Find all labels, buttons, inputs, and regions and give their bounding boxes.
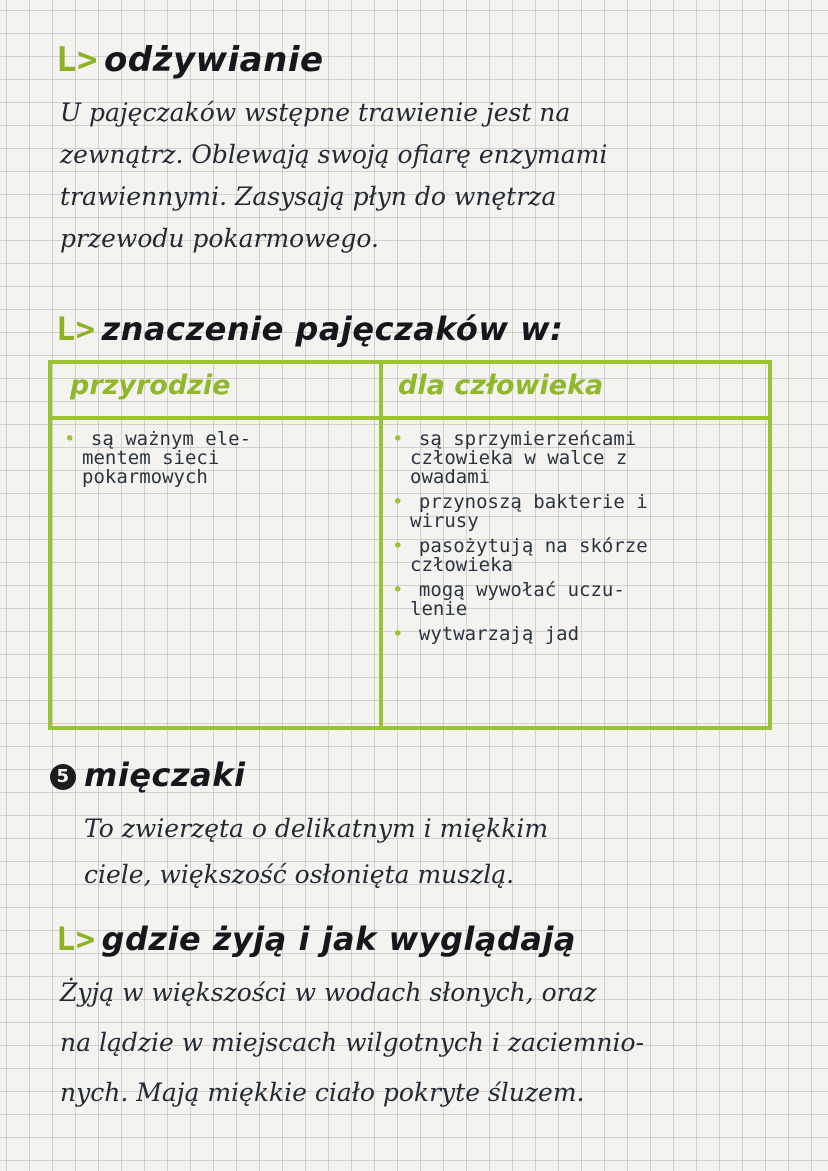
table-cell-nature [64,430,369,487]
paragraph-line: trawiennymi. Zasysają płyn do wnętrza [60,182,557,211]
list-item-line: owadami [410,466,491,488]
list-item [392,625,762,644]
list-item-line: człowieka w walce z [410,447,628,469]
arrow-marker-icon: L> [56,920,96,958]
paragraph-line: Żyją w większości w wodach słonych, oraz [60,978,597,1007]
list-item-line: • są ważnym ele- [64,428,252,450]
list-item [392,430,762,487]
list-item-line: pokarmowych [82,466,208,488]
paragraph-line: nych. Mają miękkie ciało pokryte śluzem. [60,1078,585,1107]
paragraph-line: przewodu pokarmowego. [60,224,379,253]
list-item [392,493,762,531]
paragraph-line: zewnątrz. Oblewają swoją ofiarę enzymami [60,140,608,169]
bullet-icon: • [392,535,404,557]
paragraph-line: To zwierzęta o delikatnym i miękkim [84,814,549,843]
paragraph-line: na lądzie w miejscach wilgotnych i zaciemnio- [60,1028,645,1057]
section-heading-molluscs [50,756,245,794]
section-heading-molluscs-text: mięczaki [84,756,246,794]
section-number-badge: 5 [50,764,76,790]
list-item-line: • są sprzymierzeńcami [392,428,637,450]
importance-table [48,360,772,730]
section-heading-habitat [56,920,576,958]
bullet-icon: • [392,579,404,601]
bullet-icon: • [64,428,76,450]
list-item-line: • mogą wywołać uczu- [392,579,625,601]
arrow-marker-icon: L> [56,310,96,348]
table-cell-humans [392,430,762,644]
paragraph-line: U pajęczaków wstępne trawienie jest na [60,98,571,127]
arrow-marker-icon: L> [56,40,98,80]
feeding-paragraph [60,92,607,260]
table-header-humans: dla człowieka [398,370,604,401]
list-item-line: wirusy [410,510,479,532]
section-heading-feeding-text: odżywianie [103,40,324,80]
table-header-nature: przyrodzie [70,370,231,401]
section-heading-importance [56,310,563,348]
table-header-divider [52,416,768,420]
list-item [392,537,762,575]
bullet-icon: • [392,623,404,645]
list-item [64,430,369,487]
list-item-line: • pasożytują na skórze [392,535,648,557]
list-item-line: lenie [410,598,468,620]
list-item-line: człowieka [410,554,513,576]
list-item-line: mentem sieci [82,447,220,469]
molluscs-paragraph [84,806,548,898]
list-item [392,581,762,619]
bullet-icon: • [392,428,404,450]
section-heading-habitat-text: gdzie żyją i jak wyglądają [101,920,577,958]
list-item-line: • przynoszą bakterie i [392,491,648,513]
bullet-icon: • [392,491,404,513]
habitat-paragraph [60,968,644,1118]
paragraph-line: ciele, większość osłonięta muszlą. [84,860,515,889]
section-heading-feeding [56,40,324,80]
list-item-line: • wytwarzają jad [392,623,580,645]
section-heading-importance-text: znaczenie pajęczaków w: [101,310,564,348]
